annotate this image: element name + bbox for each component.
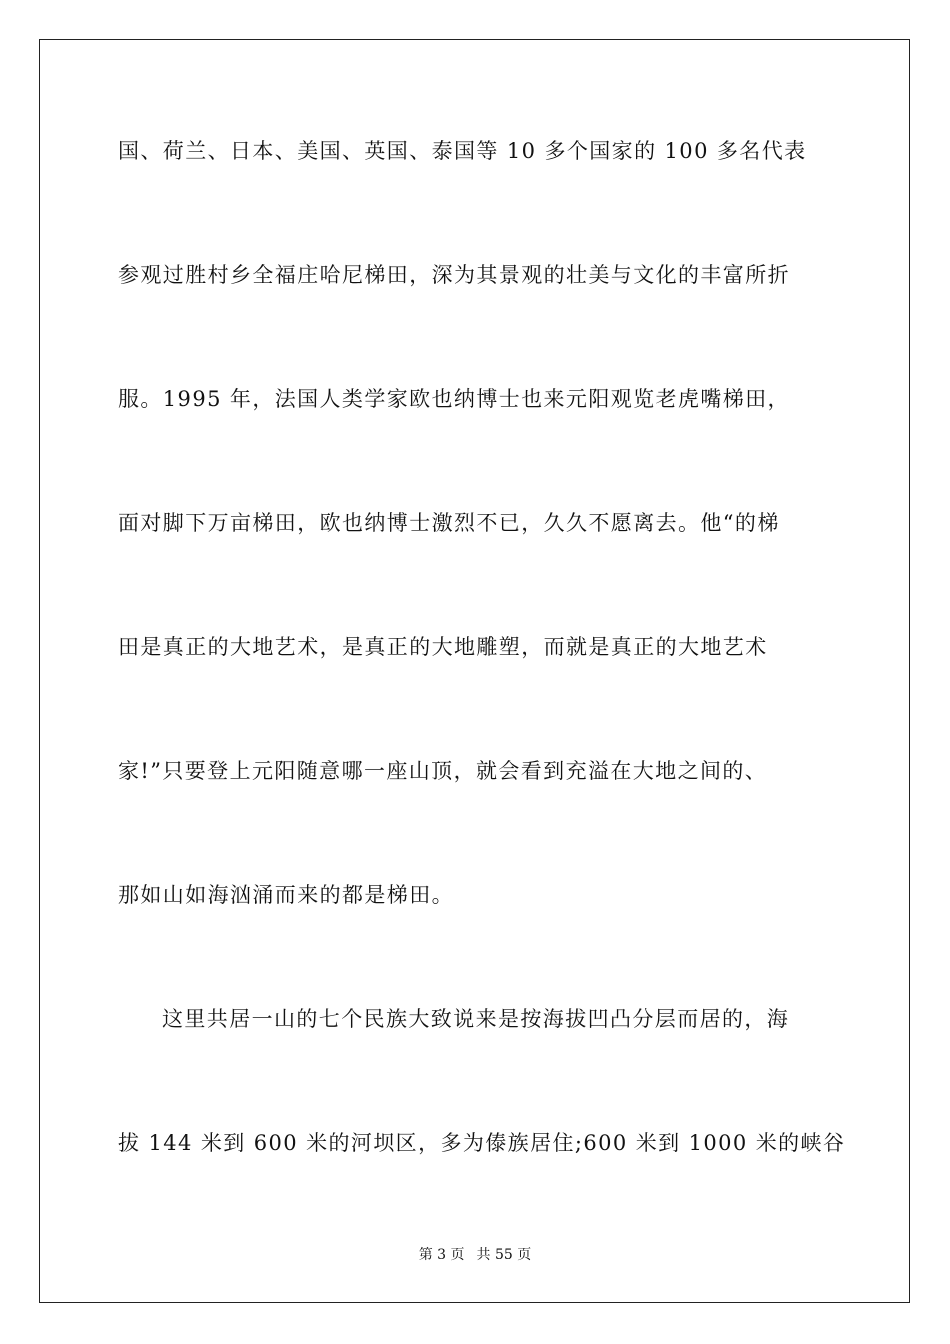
body-text-line: 国、荷兰、日本、美国、英国、泰国等 10 多个国家的 100 多名代表 [118, 139, 807, 163]
body-text-line: 面对脚下万亩梯田，欧也纳博士激烈不已，久久不愿离去。他“的梯 [118, 511, 780, 535]
page-number: 第 3 页 [418, 1247, 465, 1263]
body-text-line: 田是真正的大地艺术，是真正的大地雕塑，而就是真正的大地艺术 [118, 635, 768, 659]
body-text-line: 那如山如海汹涌而来的都是梯田。 [118, 883, 454, 907]
body-text-line: 参观过胜村乡全福庄哈尼梯田，深为其景观的壮美与文化的丰富所折 [118, 263, 790, 287]
paragraph-first-line: 这里共居一山的七个民族大致说来是按海拔凹凸分层而居的，海 [162, 1007, 790, 1031]
page-footer [0, 1245, 950, 1265]
body-text-line: 拔 144 米到 600 米的河坝区，多为傣族居住;600 米到 1000 米的峡谷 [118, 1131, 846, 1155]
page-border [39, 39, 910, 1303]
body-text-line: 服。1995 年，法国人类学家欧也纳博士也来元阳观览老虎嘴梯田， [118, 387, 790, 411]
body-text-line: 家!”只要登上元阳随意哪一座山顶，就会看到充溢在大地之间的、 [118, 759, 768, 783]
page-total: 共 55 页 [476, 1247, 532, 1263]
